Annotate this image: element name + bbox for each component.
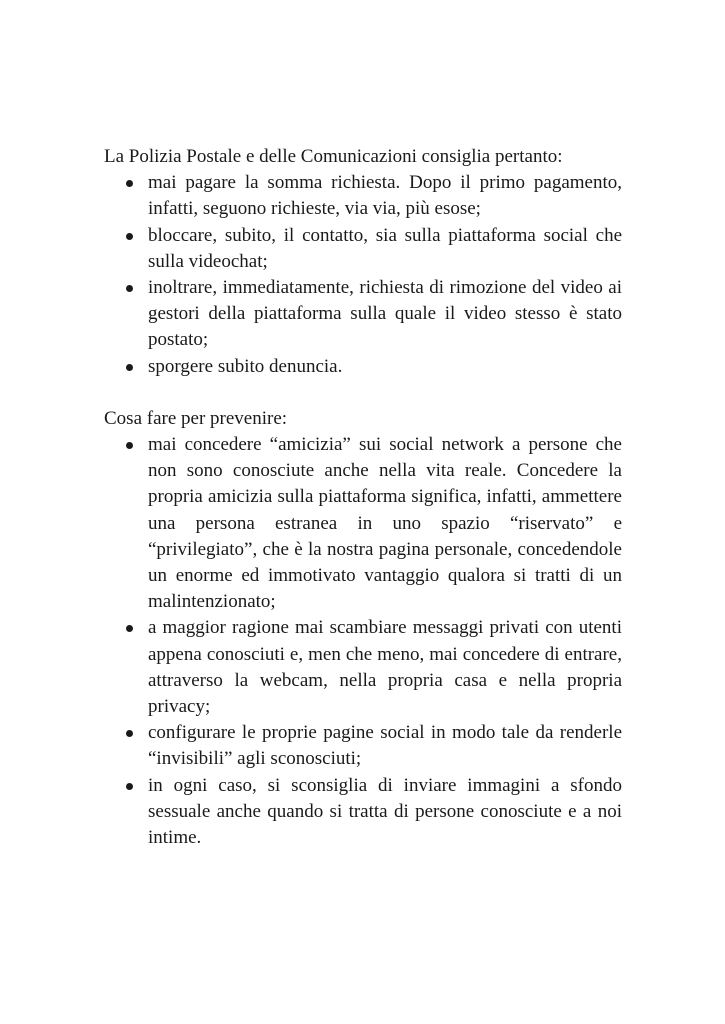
bullet-icon [126, 625, 133, 632]
list-item-text: sporgere subito denuncia. [148, 355, 343, 377]
list-item [104, 773, 622, 852]
list-item [104, 615, 622, 720]
bullet-icon [126, 442, 133, 449]
list-item [104, 223, 622, 275]
bullet-icon [126, 233, 133, 240]
list-item-text: in ogni caso, si sconsiglia di inviare immagini a sfondo sessuale anche quando si tratta di persone conosciute e a noi intime. [148, 774, 622, 849]
document-body [104, 144, 622, 851]
bullet-icon [126, 364, 133, 371]
list-item [104, 432, 622, 615]
section-spacer [104, 380, 622, 406]
list-item-text: a maggior ragione mai scambiare messaggi privati con utenti appena conosciuti e, men che meno, mai concedere di entrare, attraverso la webcam, nella propria casa e nella propria privacy; [148, 617, 622, 718]
list-item-text: mai concedere “amicizia” sui social network a persone che non sono conosciute anche nella vita reale. Concedere la propria amicizia sulla piattaforma significa, infatti, ammettere una persona estranea in uno spazio “riservato” e “privilegiato”, che è la nostra pagina personale, concedendole un enorme ed immotivato vantaggio qualora si tratti di un malintenzionato; [148, 434, 622, 613]
prevention-intro: Cosa fare per prevenire: [104, 407, 288, 429]
list-item [104, 354, 622, 380]
list-item-text: bloccare, subito, il contatto, sia sulla piattaforma social che sulla videochat; [148, 224, 622, 272]
advice-intro: La Polizia Postale e delle Comunicazioni consiglia pertanto: [104, 146, 563, 167]
advice-list [104, 170, 622, 380]
bullet-icon [126, 180, 133, 187]
list-item-text: inoltrare, immediatamente, richiesta di rimozione del video ai gestori della piattaforma sulla quale il video stesso è stato postato; [148, 277, 622, 351]
list-item [104, 275, 622, 354]
bullet-icon [126, 730, 133, 737]
list-item [104, 720, 622, 772]
prevention-list [104, 432, 622, 851]
list-item-text: configurare le proprie pagine social in modo tale da renderle “invisibili” agli sconosciuti; [148, 722, 622, 770]
list-item-text: mai pagare la somma richiesta. Dopo il primo pagamento, infatti, seguono richieste, via via, più esose; [148, 172, 622, 220]
bullet-icon [126, 285, 133, 292]
list-item [104, 170, 622, 222]
bullet-icon [126, 783, 133, 790]
